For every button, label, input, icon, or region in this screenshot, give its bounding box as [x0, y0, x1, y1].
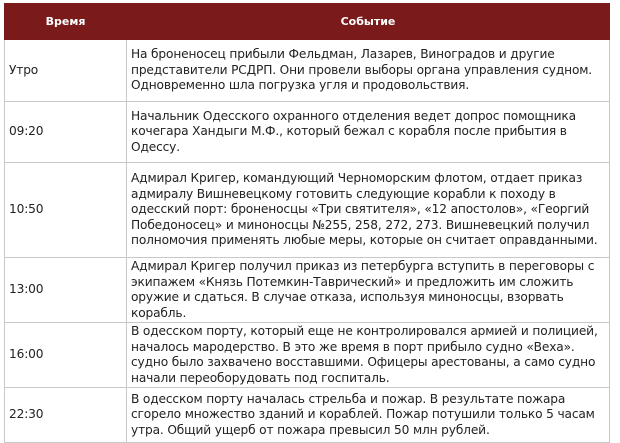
table-header-row [5, 4, 610, 40]
row-time: 10:50 [5, 163, 127, 258]
header-event: Событие [127, 4, 610, 40]
row-time: 22:30 [5, 388, 127, 443]
row-event: В одесском порту началась стрельба и пожар. В результате пожара сгорело множество зданий и кораблей. Пожар потушили только 5 часам утра. Общий ущерб от пожара превысил 50 млн рублей. [127, 388, 610, 443]
row-event: В одесском порту, который еще не контролировался армией и полицией, началось мародерство. В это же время в порт прибыло судно «Веха». судно было захвачено восставшими. Офицеры арестованы, а само судно начали переоборудовать под госпиталь. [127, 323, 610, 388]
table-row [5, 258, 610, 323]
row-time: 16:00 [5, 323, 127, 388]
events-table [4, 3, 610, 443]
table-row [5, 323, 610, 388]
row-event: Адмирал Кригер, командующий Черноморским флотом, отдает приказ адмиралу Вишневецкому готовить следующие корабли к походу в одесский порт: броненосцы «Три святителя», «12 апостолов», «Георгий Победоносец» и миноносцы №255, 258, 272, 273. Вишневецкий получил полномочия применять любые меры, которые он считает оправданными. [127, 163, 610, 258]
row-event: На броненосец прибыли Фельдман, Лазарев, Виноградов и другие представители РСДРП. Они провели выборы органа управления судном. Одновременно шла погрузка угля и продовольствия. [127, 40, 610, 102]
row-event: Адмирал Кригер получил приказ из петербурга вступить в переговоры с экипажем «Князь Потемкин-Таврический» и предложить им сложить оружие и сдаться. В случае отказа, используя миноносцы, взорвать корабль. [127, 258, 610, 323]
row-time: 13:00 [5, 258, 127, 323]
row-time: 09:20 [5, 102, 127, 163]
header-time: Время [5, 4, 127, 40]
row-time: Утро [5, 40, 127, 102]
table-row [5, 388, 610, 443]
table-row [5, 163, 610, 258]
table-row [5, 102, 610, 163]
row-event: Начальник Одесского охранного отделения ведет допрос помощника кочегара Хандыги М.Ф., который бежал с корабля после прибытия в Одессу. [127, 102, 610, 163]
table-row [5, 40, 610, 102]
